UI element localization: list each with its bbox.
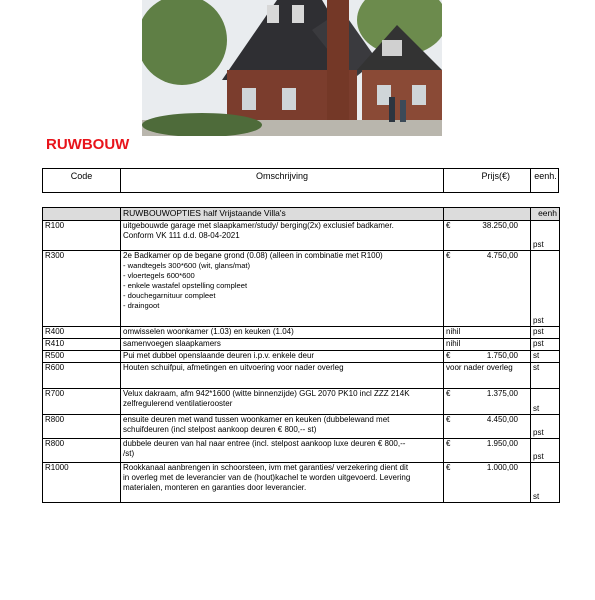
row-unit: st (531, 363, 560, 389)
row-price (444, 415, 531, 439)
row-price (444, 351, 531, 363)
header-description: Omschrijving (121, 169, 444, 192)
price-amount: 1.000,00 (486, 463, 518, 472)
row-unit: st (531, 463, 560, 503)
row-description (121, 439, 444, 463)
row-code: R410 (43, 339, 121, 351)
row-unit: pst (531, 221, 560, 251)
row-description (121, 221, 444, 251)
row-unit: pst (531, 339, 560, 351)
row-price (444, 363, 531, 389)
row-code: R400 (43, 327, 121, 339)
price-currency: € (446, 415, 451, 424)
options-table (42, 207, 560, 503)
row-unit: pst (531, 439, 560, 463)
row-code: R800 (43, 415, 121, 439)
description-line: in overleg met de leverancier van de (hout)kachel te worden uitgevoerd. Levering (123, 473, 411, 482)
table-header (42, 168, 559, 193)
row-price (444, 339, 531, 351)
row-code: R300 (43, 251, 121, 327)
row-code: R800 (43, 439, 121, 463)
price-amount: 4.450,00 (486, 415, 518, 424)
description-line: - enkele wastafel opstelling compleet (123, 281, 248, 290)
price-amount: 4.750,00 (486, 251, 518, 260)
price-currency: € (446, 351, 451, 360)
description-line: - douchegarnituur compleet (123, 291, 216, 300)
description-line: ensuite deuren met wand tussen woonkamer en keuken (dubbelewand met (123, 415, 390, 424)
table-row (43, 389, 560, 415)
row-code: R1000 (43, 463, 121, 503)
row-price (444, 221, 531, 251)
group-unit: eenh (531, 208, 560, 221)
row-price (444, 327, 531, 339)
description-line: schuifdeuren (incl stelpost aankoop deuren € 800,-- st) (123, 425, 317, 434)
description-line: materialen, monteren en garanties door leverancier. (123, 483, 307, 492)
row-description (121, 389, 444, 415)
price-currency: € (446, 439, 451, 448)
row-unit: pst (531, 327, 560, 339)
row-code: R700 (43, 389, 121, 415)
table-row (43, 351, 560, 363)
description-line: zelfregulerend ventilatierooster (123, 399, 233, 408)
row-description (121, 251, 444, 327)
row-unit: pst (531, 251, 560, 327)
row-price (444, 389, 531, 415)
description-line: - vloertegels 600*600 (123, 271, 195, 280)
row-description (121, 351, 444, 363)
table-row (43, 251, 560, 327)
row-price (444, 439, 531, 463)
group-title: RUWBOUWOPTIES half Vrijstaande Villa's (121, 208, 444, 221)
description-line: uitgebouwde garage met slaapkamer/study/ berging(2x) exclusief badkamer. (123, 221, 394, 230)
table-row (43, 363, 560, 389)
price-amount: 1.375,00 (486, 389, 518, 398)
table-row (43, 415, 560, 439)
row-code: R500 (43, 351, 121, 363)
price-currency: nihil (446, 327, 461, 336)
section-title: RUWBOUW (46, 136, 130, 153)
row-description (121, 327, 444, 339)
price-currency: € (446, 463, 451, 472)
description-line: Pui met dubbel openslaande deuren i.p.v. enkele deur (123, 351, 315, 360)
header-unit: eenh. (534, 171, 557, 181)
row-code: R600 (43, 363, 121, 389)
price-currency: € (446, 389, 451, 398)
row-unit: st (531, 389, 560, 415)
description-line: Velux dakraam, afm 942*1600 (witte binnenzijde) GGL 2070 PK10 incl ZZZ 214K (123, 389, 410, 398)
description-line: - wandtegels 300*600 (wit, glans/mat) (123, 261, 251, 270)
row-price (444, 463, 531, 503)
header-price: Prijs(€) (444, 169, 531, 192)
group-row (43, 208, 560, 221)
row-description (121, 363, 444, 389)
row-unit: pst (531, 415, 560, 439)
description-line: dubbele deuren van hal naar entree (incl. stelpost aankoop luxe deuren € 800,-- (123, 439, 406, 448)
price-amount: 38.250,00 (482, 221, 518, 230)
description-line: - draingoot (123, 301, 160, 310)
description-line: /st) (123, 449, 135, 458)
row-description (121, 339, 444, 351)
description-line: omwisselen woonkamer (1.03) en keuken (1.04) (123, 327, 294, 336)
row-price (444, 251, 531, 327)
description-line: 2e Badkamer op de begane grond (0.08) (alleen in combinatie met R100) (123, 251, 383, 260)
description-line: samenvoegen slaapkamers (123, 339, 221, 348)
table-row (43, 221, 560, 251)
price-amount: 1.950,00 (486, 439, 518, 448)
table-row (43, 339, 560, 351)
table-row (43, 439, 560, 463)
house-photo (142, 0, 442, 136)
price-currency: € (446, 221, 451, 230)
row-description (121, 463, 444, 503)
header-code: Code (43, 169, 121, 192)
row-unit: st (531, 351, 560, 363)
row-code: R100 (43, 221, 121, 251)
row-description (121, 415, 444, 439)
price-currency: € (446, 251, 451, 260)
table-row (43, 463, 560, 503)
table-row (43, 327, 560, 339)
description-line: Conform VK 111 d.d. 08-04-2021 (123, 231, 240, 240)
price-currency: voor nader overleg (446, 363, 513, 372)
price-currency: nihil (446, 339, 461, 348)
description-line: Houten schuifpui, afmetingen en uitvoering voor nader overleg (123, 363, 344, 372)
description-line: Rookkanaal aanbrengen in schoorsteen, ivm met garanties/ verzekering dient dit (123, 463, 409, 472)
price-amount: 1.750,00 (486, 351, 518, 360)
